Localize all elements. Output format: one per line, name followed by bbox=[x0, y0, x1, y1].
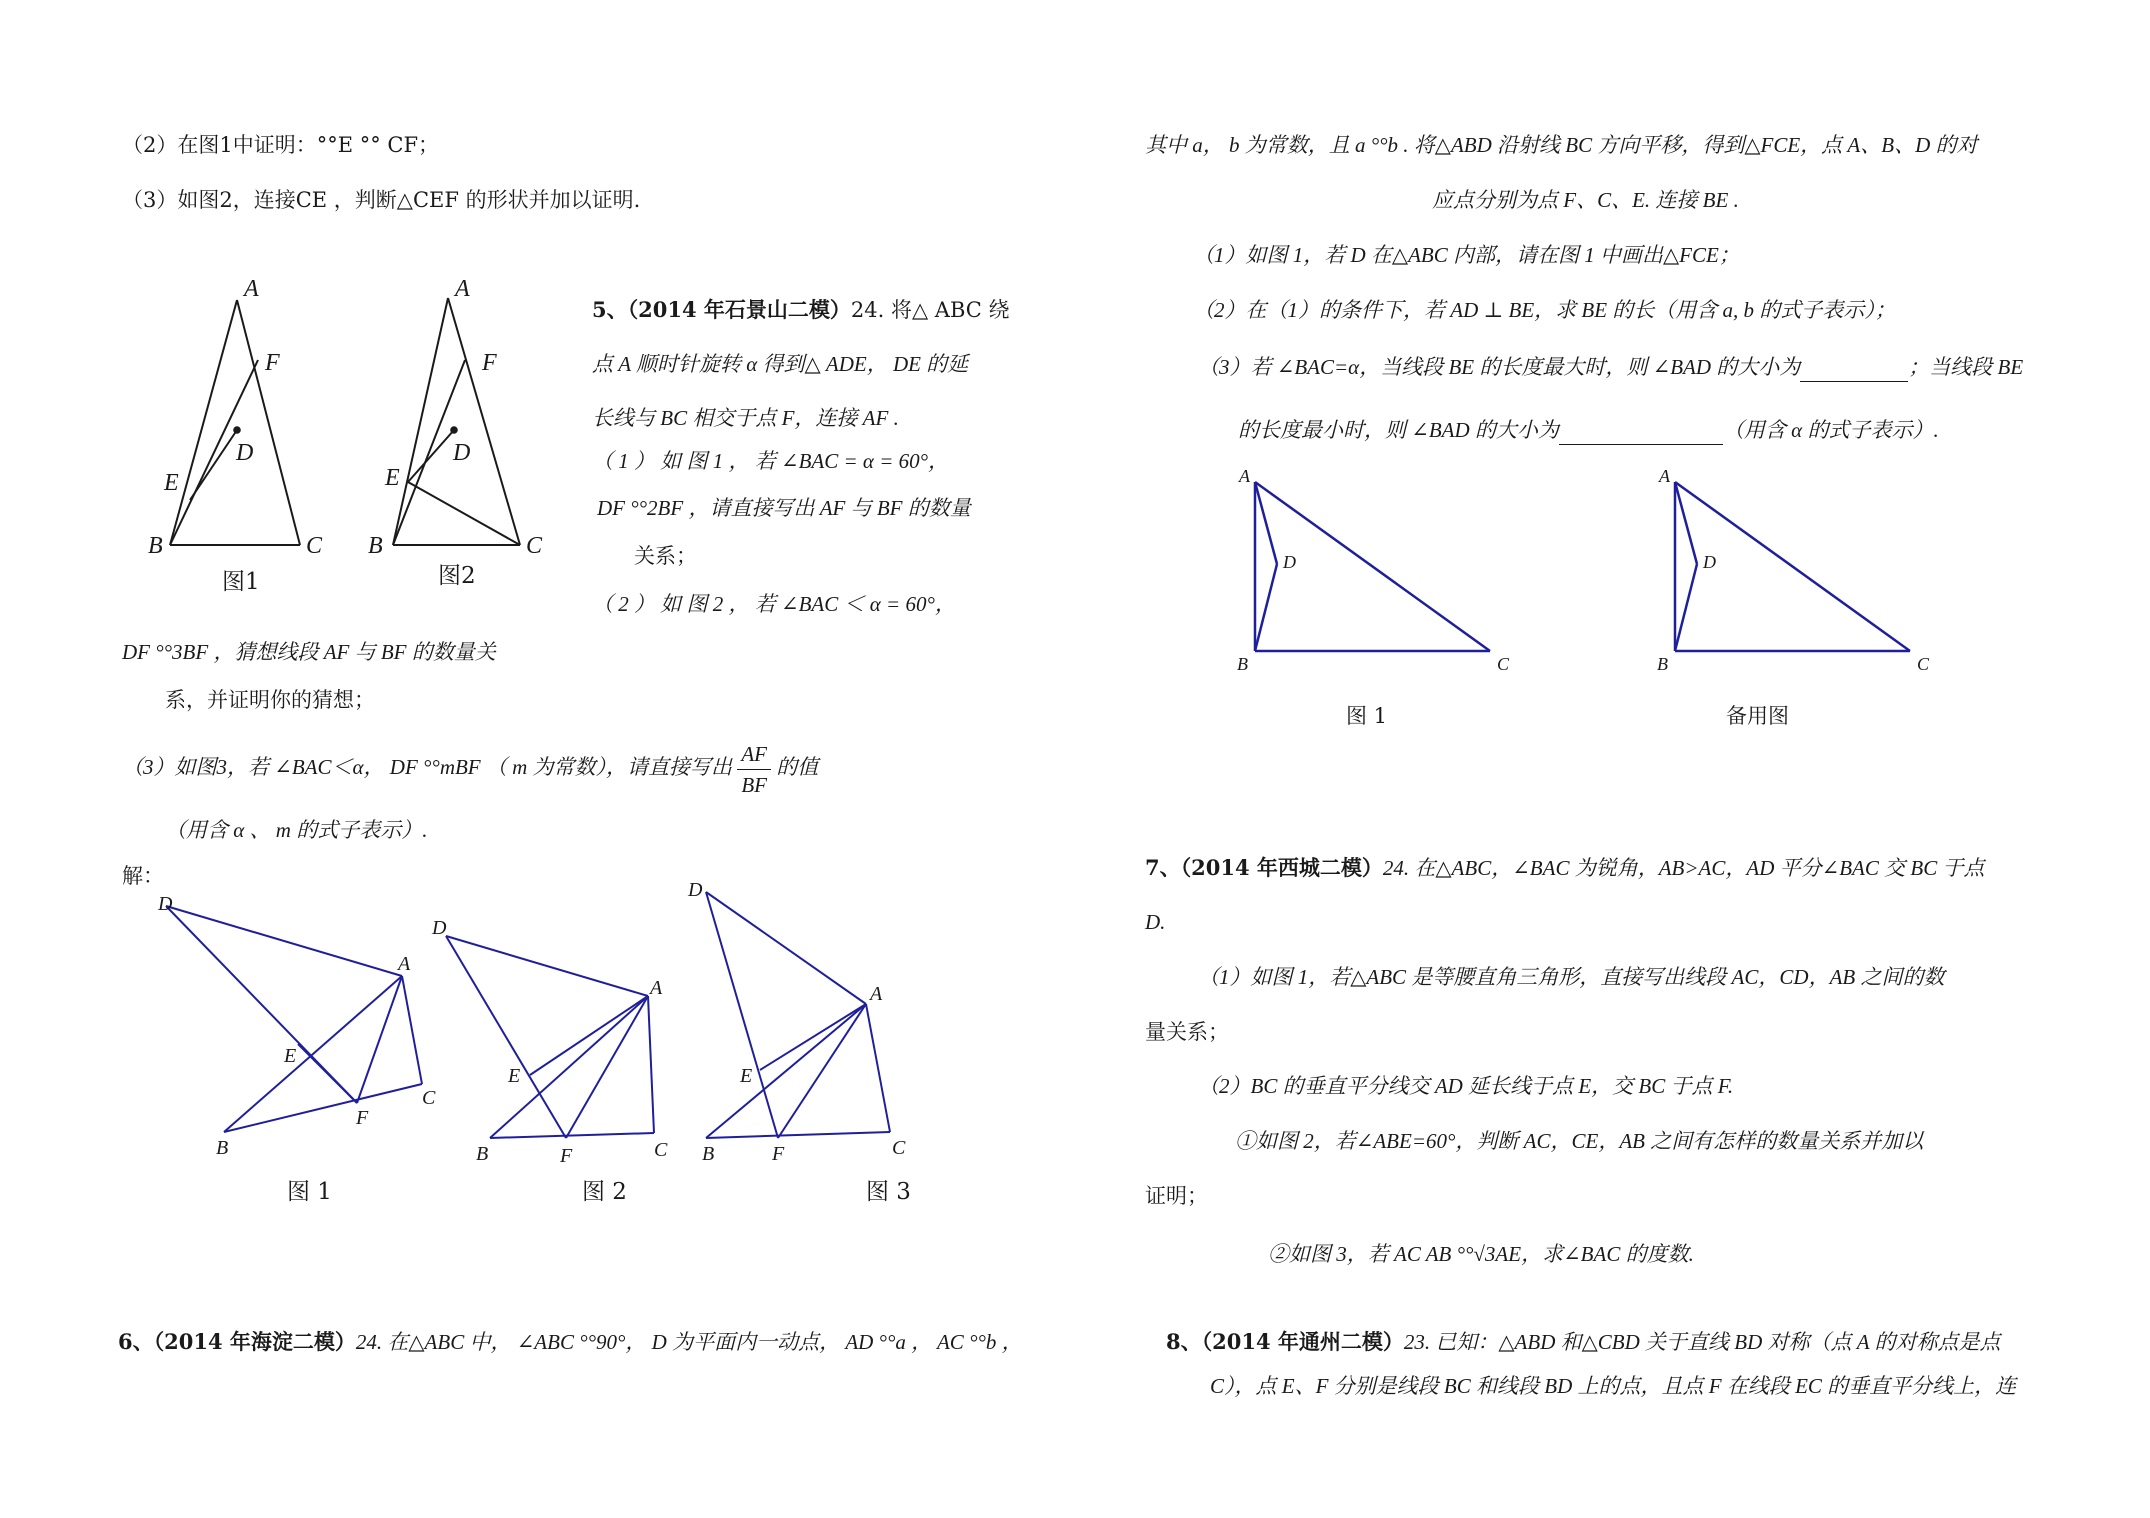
p7-number: 7、 bbox=[1145, 855, 1181, 880]
right-fig1-caption: 图 1 bbox=[1346, 704, 1388, 728]
p7-line-2: D. bbox=[1145, 910, 1166, 934]
fig2-segment-ec bbox=[408, 482, 520, 545]
p5-q2-line-1: （ 2 ） 如 图 2 ， 若 ∠BAC ＜ α = 60°， bbox=[592, 592, 956, 616]
fig-c-label: D bbox=[688, 879, 703, 901]
fig1-label: B bbox=[148, 533, 163, 559]
fig-a-label: F bbox=[356, 1107, 369, 1129]
fig2-seg-db bbox=[1675, 564, 1697, 651]
fig1-side-ab bbox=[170, 300, 237, 545]
fig1-label: E bbox=[164, 470, 179, 496]
p5-q3-line bbox=[122, 734, 818, 800]
p6-cont-line-2: 应点分别为点 F、C、E. 连接 BE . bbox=[1432, 188, 1739, 212]
p5-line-2: 点 A 顺时针旋转 α 得到△ ADE， DE 的延 bbox=[592, 352, 969, 376]
p6-q3b-text-end: （用含 α 的式子表示）. bbox=[1722, 418, 1939, 442]
answer-blank-max bbox=[1800, 353, 1908, 382]
fig-c-seg-df bbox=[706, 892, 778, 1138]
fig-b-label: C bbox=[654, 1139, 668, 1161]
p5-q3-text-end: 的值 bbox=[776, 755, 819, 779]
fig2-side-ac bbox=[448, 298, 520, 545]
fig1-label: B bbox=[1237, 654, 1248, 674]
answer-blank-min bbox=[1559, 416, 1723, 445]
fig2-label: D bbox=[1703, 552, 1716, 572]
fig2-label: A bbox=[1659, 466, 1670, 486]
p6-text: 24. 在△ABC 中， ∠ABC °°90°， D 为平面内一动点， AD °°a ， AC °°b ， bbox=[355, 1330, 1023, 1354]
p6-cont-line-1: 其中 a， b 为常数，且 a °°b . 将△ABD 沿射线 BC 方向平移，得到△FCE，点 A、B、D 的对 bbox=[1145, 133, 1978, 157]
p6-q1: （1）如图 1，若 D 在△ABC 内部，请在图 1 中画出△FCE； bbox=[1193, 243, 1740, 267]
fig-b-seg-ea bbox=[530, 996, 648, 1075]
fig-c-seg-ba bbox=[706, 1004, 866, 1138]
fig-a-label: B bbox=[216, 1137, 229, 1159]
p5-line-3: 长线与 BC 相交于点 F，连接 AF . bbox=[592, 406, 899, 430]
fig2-label: D bbox=[453, 440, 471, 466]
fig2-label: A bbox=[455, 276, 470, 302]
fig-c-label: A bbox=[870, 983, 883, 1005]
fig-b-seg-cb bbox=[490, 1133, 654, 1138]
fig1-segment-ed bbox=[190, 430, 237, 500]
p7-q2: （2）BC 的垂直平分线交 AD 延长线于点 E，交 BC 于点 F. bbox=[1198, 1074, 1734, 1098]
p8-line-1 bbox=[1166, 1328, 2000, 1356]
p8-text: 23. 已知：△ABD 和△CBD 关于直线 BD 对称（点 A 的对称点是点 bbox=[1403, 1330, 2001, 1354]
fig-b-caption: 图 2 bbox=[582, 1179, 627, 1205]
figure-pair-right-triangles bbox=[1225, 460, 1945, 690]
figure-triple-rotation bbox=[150, 870, 930, 1170]
fig1-caption: 图1 bbox=[222, 569, 260, 595]
q3-line: （3）如图2，连接CE ，判断△CEF 的形状并加以证明. bbox=[122, 188, 641, 212]
p8-source: （2014 年通州二模） bbox=[1201, 1329, 1404, 1354]
p5-q2-line-3: 系，并证明你的猜想； bbox=[165, 688, 375, 712]
p7-q1-line-1: （1）如图 1，若△ABC 是等腰直角三角形，直接写出线段 AC，CD，AB 之间的数 bbox=[1198, 965, 1945, 989]
fig1-label: C bbox=[1497, 654, 1510, 674]
p8-line-2: C），点 E、F 分别是线段 BC 和线段 BD 上的点，且点 F 在线段 EC 的垂直平分线上，连 bbox=[1210, 1374, 2017, 1398]
fig-a-label: C bbox=[422, 1087, 436, 1109]
fig1-label: F bbox=[265, 350, 280, 376]
fig2-label: F bbox=[482, 350, 497, 376]
p7-q2-2: ②如图 3，若 AC AB °°√3AE，求∠BAC 的度数. bbox=[1268, 1242, 1694, 1266]
fig2-segment-ed bbox=[408, 430, 454, 482]
p6-q3-text-end: ；当线段 BE bbox=[1908, 355, 2024, 379]
p5-text: 24. 将△ ABC 绕 bbox=[850, 298, 1010, 322]
p6-q3-line-1 bbox=[1198, 353, 2023, 382]
q2-line: （2）在图1中证明：°°E °° CF； bbox=[122, 133, 440, 157]
p7-source: （2014 年西城二模） bbox=[1180, 855, 1383, 880]
fig-a-caption: 图 1 bbox=[287, 1179, 332, 1205]
p6-line-1 bbox=[118, 1328, 1023, 1356]
fig-c-label: B bbox=[702, 1143, 715, 1165]
fig-b-label: B bbox=[476, 1143, 489, 1165]
figure-pair-triangles bbox=[140, 270, 580, 610]
fig-a-seg-da bbox=[166, 906, 402, 976]
fig-c-seg-ea bbox=[760, 1004, 866, 1070]
right-fig2-caption: 备用图 bbox=[1726, 704, 1789, 728]
fig-c-seg-cb bbox=[706, 1132, 890, 1138]
fig1-label: A bbox=[244, 276, 259, 302]
fig1-label: D bbox=[1283, 552, 1296, 572]
fig1-seg-db bbox=[1255, 564, 1277, 651]
fig-a-label: D bbox=[158, 893, 173, 915]
p5-q3-note: （用含 α 、 m 的式子表示）. bbox=[165, 818, 428, 842]
fig-c-seg-fa bbox=[778, 1004, 866, 1138]
fig2-label: B bbox=[1657, 654, 1668, 674]
fig-c-seg-da bbox=[706, 892, 866, 1004]
fig-b-seg-ac bbox=[648, 996, 654, 1133]
p5-q1-line-3: 关系； bbox=[634, 544, 697, 568]
fig1-label: A bbox=[1239, 466, 1250, 486]
fig2-label: C bbox=[1917, 654, 1930, 674]
fig-c-caption: 图 3 bbox=[866, 1179, 911, 1205]
p5-q1-line-1: （ 1 ） 如 图 1 ， 若 ∠BAC = α = 60°， bbox=[592, 449, 950, 473]
fig1-label: C bbox=[306, 533, 323, 559]
p5-source: （2014 年石景山二模） bbox=[627, 297, 851, 322]
fig-b-seg-fa bbox=[566, 996, 648, 1138]
p5-q1-line-2: DF °°2BF ，请直接写出 AF 与 BF 的数量 bbox=[597, 496, 971, 520]
p7-q1-line-2: 量关系； bbox=[1145, 1020, 1229, 1044]
p6-q3-line-2 bbox=[1238, 416, 1939, 445]
fig-c-label: C bbox=[892, 1137, 906, 1159]
fig-b-label: E bbox=[508, 1065, 521, 1087]
fig-b-label: A bbox=[650, 977, 663, 999]
fraction-denominator: BF bbox=[741, 772, 767, 797]
fig-c-label: F bbox=[772, 1143, 785, 1165]
p5-q3-fraction bbox=[737, 739, 771, 800]
fig1-point-d bbox=[234, 427, 240, 433]
fig-a-label: E bbox=[284, 1045, 297, 1067]
p7-line-1 bbox=[1145, 854, 1984, 882]
fig2-label: C bbox=[526, 533, 543, 559]
fig-b-label: F bbox=[560, 1145, 573, 1167]
p5-line-1 bbox=[592, 296, 1010, 324]
fig-c-seg-ac bbox=[866, 1004, 890, 1132]
fig1-label: D bbox=[236, 440, 254, 466]
p5-number: 5、 bbox=[592, 297, 628, 322]
p8-number: 8、 bbox=[1166, 1329, 1202, 1354]
p6-source: （2014 年海淀二模） bbox=[153, 1329, 356, 1354]
fig1-side-ac bbox=[237, 300, 300, 545]
fig2-side-ab bbox=[393, 298, 448, 545]
p6-q3b-text: 的长度最小时，则 ∠BAD 的大小为 bbox=[1238, 418, 1559, 442]
p5-q3-text: （3）如图3，若 ∠BAC＜α， DF °°mBF （ m 为常数），请直接写出 bbox=[122, 755, 733, 779]
p7-text: 24. 在△ABC，∠BAC 为锐角，AB>AC，AD 平分∠BAC 交 BC 于点 bbox=[1382, 856, 1985, 880]
p6-q3-text: （3）若 ∠BAC=α，当线段 BE 的长度最大时，则 ∠BAD 的大小为 bbox=[1198, 355, 1801, 379]
fig-a-label: A bbox=[398, 953, 411, 975]
fig-c-label: E bbox=[740, 1065, 753, 1087]
p5-q2-line-2: DF °°3BF ，猜想线段 AF 与 BF 的数量关 bbox=[122, 640, 496, 664]
fig-b-label: D bbox=[432, 917, 447, 939]
p7-q2-1-line-2: 证明； bbox=[1145, 1184, 1208, 1208]
fig-a-seg-cb bbox=[224, 1084, 422, 1132]
fig2-label: E bbox=[385, 465, 400, 491]
fig-a-seg-ef bbox=[298, 1044, 357, 1103]
fig2-point-d bbox=[451, 427, 457, 433]
solution-label: 解： bbox=[122, 864, 164, 888]
fig2-caption: 图2 bbox=[438, 563, 476, 589]
fig-a-seg-ac bbox=[402, 976, 422, 1084]
p6-number: 6、 bbox=[118, 1329, 154, 1354]
p6-q2: （2）在（1）的条件下，若 AD ⊥ BE，求 BE 的长（用含 a, b 的式子表示）； bbox=[1193, 298, 1896, 322]
fig2-label: B bbox=[368, 533, 383, 559]
fraction-numerator: AF bbox=[737, 739, 771, 770]
p7-q2-1-line-1: ①如图 2，若∠ABE=60°，判断 AC，CE，AB 之间有怎样的数量关系并加以 bbox=[1235, 1129, 1924, 1153]
